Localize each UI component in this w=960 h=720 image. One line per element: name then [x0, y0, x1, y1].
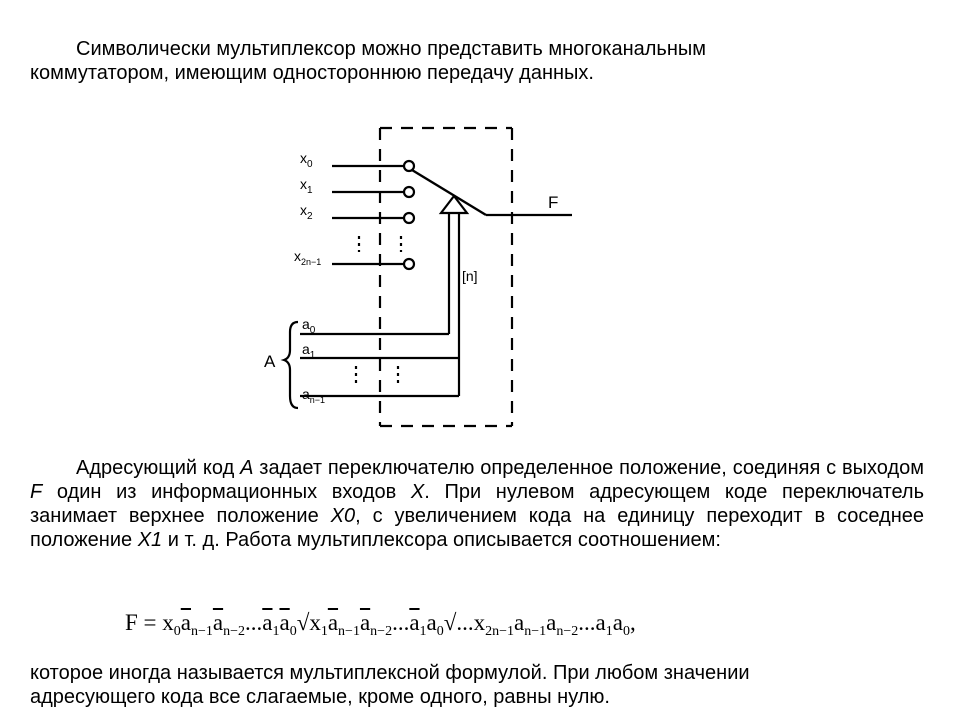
- body-text-4: . При нулевом адресующем коде переключатель занимает верхнее положение: [30, 481, 924, 527]
- multiplexer-formula: $F = x_0\overline{a}_{n-1}\overline{a}_{n-2}...\overline{a}_1\overline{a}_0√x_1\overline{a}_{n-1}\overline{a}_{n-2}...\overline{a}_1a_0√...x_{2n-1}a_{n-1}a_{n-2}...a_1a_0$,: [125, 610, 636, 639]
- body-text-5: , с увеличением кода на единицу переходит в соседнее положение: [30, 505, 924, 551]
- address-label-a1: $a_1$: [302, 341, 316, 361]
- body-text-1: Адресующий код: [76, 457, 241, 479]
- conclusion-paragraph: [30, 661, 924, 709]
- input-label-xn: $x_{2n-1}$: [294, 248, 322, 267]
- description-paragraph: [30, 456, 924, 552]
- intro-paragraph: [30, 37, 924, 85]
- var-X1: X1: [137, 529, 163, 551]
- device-boundary: [380, 128, 512, 426]
- intro-line-1: Символически мультиплексор можно представить многоканальным: [76, 38, 707, 60]
- address-ellipsis: [356, 366, 398, 384]
- var-A: А: [240, 457, 254, 479]
- input-label-x1: $x_1$: [300, 176, 313, 196]
- var-X0: X0: [330, 505, 356, 527]
- body-text-3: один из информационных входов: [42, 481, 411, 503]
- outro-line-2: адресующего кода все слагаемые, кроме одного, равны нулю.: [30, 686, 610, 708]
- input-label-x0: $x_0$: [300, 150, 313, 170]
- input-label-x2: $x_2$: [300, 202, 313, 222]
- body-text-2: задает переключателю определенное положение, соединяя с выходом: [253, 457, 924, 479]
- output-label: F: [548, 193, 559, 212]
- switch-contacts: [404, 161, 414, 269]
- address-label-a0: $a_0$: [302, 316, 316, 336]
- outro-line-1: которое иногда называется мультиплексной формулой. При любом значении: [30, 662, 750, 684]
- address-brace: [284, 322, 298, 408]
- intro-line-2: коммутатором, имеющим одностороннюю передачу данных.: [30, 62, 594, 84]
- control-bus: [449, 213, 459, 396]
- address-label-an: $a_{n-1}$: [302, 386, 326, 405]
- address-group-label: A: [264, 352, 276, 371]
- multiplexer-diagram: [250, 118, 590, 438]
- var-F: F: [30, 481, 43, 503]
- data-input-lines: [332, 166, 404, 264]
- bus-label: [n]: [462, 268, 478, 284]
- body-text-6: и т. д. Работа мультиплексора описывается соотношением:: [162, 529, 721, 551]
- control-arrow-head: [441, 196, 467, 213]
- var-X: X: [410, 481, 425, 503]
